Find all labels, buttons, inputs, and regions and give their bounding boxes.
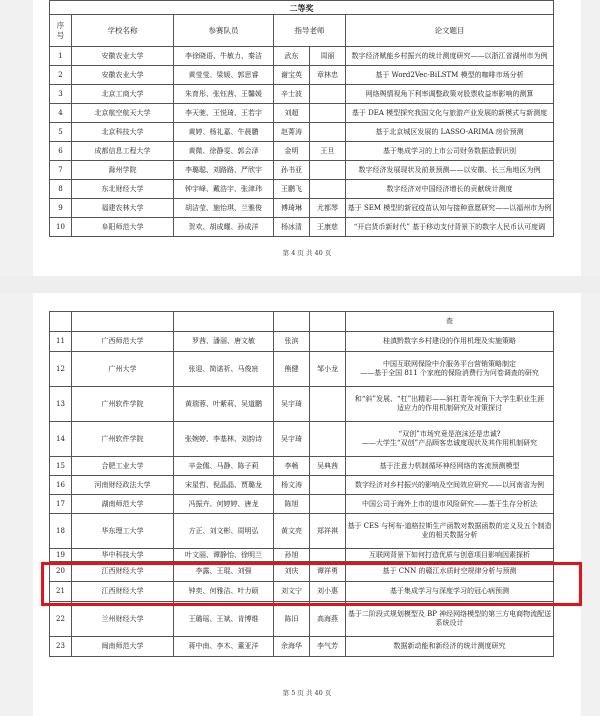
cell-topic: 基于注意力机制循环神经网络的客流预测模型 (346, 457, 554, 476)
table-row (50, 476, 554, 495)
cell-adv2 (310, 85, 346, 104)
cell-members: 李璐聪、刘路路、严欣宇 (174, 161, 274, 180)
cell-topic: 基于北京城区发展的 LASSO-ARIMA 房价预测 (346, 123, 554, 142)
cell-school: 闽南师范大学 (72, 637, 174, 657)
cell-school: 北京工商大学 (72, 85, 174, 104)
cell-school: 安徽农业大学 (72, 66, 174, 85)
cell-school: 北京航空航天大学 (72, 104, 174, 123)
cell-adv2: 王旦 (310, 142, 346, 161)
cell-topic: 基于集成学习与深度学习的冠心病预测 (346, 582, 554, 602)
highlight-box (41, 562, 582, 606)
cell-adv1: 陈旧 (274, 602, 310, 637)
cell-topic: 数据新动能和新经济的统计测度研究 (346, 637, 554, 657)
cell-school: 河南财经政法大学 (72, 476, 174, 495)
cell-adv2 (310, 387, 346, 422)
document-page-4 (33, 0, 581, 276)
cell-no: 12 (50, 352, 72, 387)
cell-topic: 和“斜”发展、“杠”出精彩——斜杠青年视角下大学生职业生涯 适应力的作用机制研究及对策探讨 (346, 387, 554, 422)
table-row (50, 495, 554, 514)
cell-topic: 网络舆情视角下利率调整政策对股票收益率影响的测算 (346, 85, 554, 104)
cell-no: 20 (50, 562, 72, 582)
cell-topic: 基于 SEM 模型的新冠疫苗认知与接种意愿研究——以福州市为例 (346, 199, 554, 218)
cell-adv1: 傅琦琳 (274, 199, 310, 218)
cell-school: 阜阳师范大学 (72, 218, 174, 237)
cell-topic: 基于 Word2Vec-BiLSTM 模型的咖啡市场分析 (346, 66, 554, 85)
page-footer: 第 4 页 共 40 页 (282, 249, 332, 257)
table-row (50, 514, 554, 549)
cell-no: 2 (50, 66, 72, 85)
cell-school: 合肥工业大学 (72, 457, 174, 476)
cell-no: 19 (50, 549, 72, 562)
cell-adv2: 刘小惠 (310, 582, 346, 602)
cell-adv2: 邹小龙 (310, 352, 346, 387)
cell-topic: 数字经济对中国经济增长的贡献统计测度 (346, 180, 554, 199)
continued-topic-fragment: 查 (346, 312, 554, 332)
cell-members: 罗茜、潘丽、唐文敏 (174, 332, 274, 352)
cell-members: 黄莹莹、梁媛、郭思睿 (174, 66, 274, 85)
cell-no: 8 (50, 180, 72, 199)
cell-no: 13 (50, 387, 72, 422)
cell-adv1: 刘庆 (274, 562, 310, 582)
cell-adv1: 刘超 (274, 104, 310, 123)
second-prize-table (49, 0, 554, 237)
cell-topic: 中国公司于海外上市的退市风险研究——基于生存分析法 (346, 495, 554, 514)
cell-adv2 (310, 104, 346, 123)
cell-adv1: 武东 (274, 47, 310, 66)
cell-no: 3 (50, 85, 72, 104)
cell-school: 华东理工大学 (72, 514, 174, 549)
table-row (50, 637, 554, 657)
cell-no: 18 (50, 514, 72, 549)
table-row (50, 602, 554, 637)
cell-adv1: 杨文涛 (274, 476, 310, 495)
table-row (50, 180, 554, 199)
cell-topic: “双创”市场究竟是泡沫还是忠诚? ——大学生“双创”产品顾客忠诚度现状及其作用机制研究 (346, 422, 554, 457)
cell-adv1: 余海华 (274, 637, 310, 657)
cell-no: 21 (50, 582, 72, 602)
award-title: 二等奖 (50, 1, 554, 15)
cell-members: 张迎、简诺祈、马俊宸 (174, 352, 274, 387)
cell-no: 9 (50, 199, 72, 218)
cell-no: 16 (50, 476, 72, 495)
table-row (50, 457, 554, 476)
cell-school: 北京科技大学 (72, 123, 174, 142)
table-row (50, 352, 554, 387)
cell-members: 钟奕、何雅洁、叶力硕 (174, 582, 274, 602)
cell-school: 华中科技大学 (72, 549, 174, 562)
header-advisor: 指导老师 (274, 15, 346, 47)
cell-members: 黄微、徐静雯、郭会泽 (174, 142, 274, 161)
table-row (50, 161, 554, 180)
cell-no: 11 (50, 332, 72, 352)
cell-members: 朱育彤、张钰茜、王馨媛 (174, 85, 274, 104)
cell-members: 胡洁莹、施怡琪、兰雅俊 (174, 199, 274, 218)
cell-adv2 (310, 332, 346, 352)
table-row (50, 332, 554, 352)
cell-topic: 桂滇黔数字乡村建设的作用机理及实施策略 (346, 332, 554, 352)
cell-adv2 (310, 476, 346, 495)
cell-no: 15 (50, 457, 72, 476)
cell-adv2: 郑祥祺 (310, 514, 346, 549)
cell-adv2: 王康慈 (310, 218, 346, 237)
cell-adv1: 李畅 (274, 457, 310, 476)
cell-school: 滁州学院 (72, 161, 174, 180)
cell-members: 辛金儒、马静、陈子莉 (174, 457, 274, 476)
cell-adv2 (310, 495, 346, 514)
cell-members: 黄婷、杨礼嘉、牛晨鹏 (174, 123, 274, 142)
cell-no: 5 (50, 123, 72, 142)
cell-adv1: 吴宇琦 (274, 387, 310, 422)
cell-no: 4 (50, 104, 72, 123)
table-row (50, 123, 554, 142)
cell-topic: 数字经济赋能乡村振兴的统计测度研究——以浙江省湖州市为例 (346, 47, 554, 66)
cell-topic: 互联网背景下如何打造优质与创意项目影响因素探析 (346, 549, 554, 562)
cell-school: 兰州财经大学 (72, 602, 174, 637)
cell-no: 14 (50, 422, 72, 457)
cell-adv2: 李气芳 (310, 637, 346, 657)
cell-school: 湖南师范大学 (72, 495, 174, 514)
cell-adv2 (310, 180, 346, 199)
cell-school: 东北财经大学 (72, 180, 174, 199)
cell-topic: 数字经济发展现状及前景预测——以安徽、长三角地区为例 (346, 161, 554, 180)
table-row (50, 47, 554, 66)
cell-no: 17 (50, 495, 72, 514)
cell-members: 贺欢、胡成耀、孙成洋 (174, 218, 274, 237)
cell-members: 李露、王琨、刘强 (174, 562, 274, 582)
cell-members: 李天驰、王悦琦、王若宇 (174, 104, 274, 123)
table-row (50, 422, 554, 457)
table-row (50, 549, 554, 562)
header-school: 学校名称 (72, 15, 174, 47)
cell-school: 安徽农业大学 (72, 47, 174, 66)
cell-adv1: 刘文宁 (274, 582, 310, 602)
cell-members: 宋星哲、倪晶晶、贾璐龙 (174, 476, 274, 495)
cell-no: 1 (50, 47, 72, 66)
cell-adv1: 赵菁涛 (274, 123, 310, 142)
cell-adv1: 张滨 (274, 332, 310, 352)
cell-adv1: 辛士波 (274, 85, 310, 104)
cell-adv2: 谭祥勇 (310, 562, 346, 582)
cell-topic: “开启货币新时代” 基于移动支付背景下的数字人民币认可度调 (346, 218, 554, 237)
cell-members: 钟宇峰、戴浩宇、张津玮 (174, 180, 274, 199)
table-row (50, 218, 554, 237)
cell-adv1: 谢宝英 (274, 66, 310, 85)
cell-adv2: 尤都琴 (310, 199, 346, 218)
cell-members: 王璐瑶、王斌、肯博维 (174, 602, 274, 637)
cell-adv2: 高海燕 (310, 602, 346, 637)
cell-members: 李徐晓语、牛敏力、秦洁 (174, 47, 274, 66)
cell-members: 蒋中南、李木、董亚洋 (174, 637, 274, 657)
cell-adv2: 吴典茜 (310, 457, 346, 476)
cell-adv2: 章林忠 (310, 66, 346, 85)
cell-topic: 基于二阶段式规划模型及 BP 神经网络模型的第三方电商物流配送 系统设计 (346, 602, 554, 637)
cell-adv2 (310, 161, 346, 180)
cell-school: 广州大学 (72, 352, 174, 387)
cell-school: 广州软件学院 (72, 387, 174, 422)
cell-school: 成都信息工程大学 (72, 142, 174, 161)
page-footer: 第 5 页 共 40 页 (282, 689, 332, 697)
table-row (50, 104, 554, 123)
cell-members: 冯振卉、何婷婷、唐龙 (174, 495, 274, 514)
cell-topic: 基于集成学习的上市公司财务数据造假识别 (346, 142, 554, 161)
cell-adv1: 熊健 (274, 352, 310, 387)
cell-adv2: 周丽 (310, 47, 346, 66)
table-row (50, 85, 554, 104)
cell-members: 叶文丽、谭静怡、徐明兰 (174, 549, 274, 562)
cell-no: 7 (50, 161, 72, 180)
cell-members: 黄瑞蓉、叶紫莉、吴道鹏 (174, 387, 274, 422)
cell-members: 张婉婷、李基林、刘韵诗 (174, 422, 274, 457)
cell-topic: 数字经济对乡村振兴的影响及空间效应研究——以河南省为例 (346, 476, 554, 495)
cell-school: 江西财经大学 (72, 582, 174, 602)
cell-adv1: 杨冰清 (274, 218, 310, 237)
cell-adv1: 金明 (274, 142, 310, 161)
cell-topic: 基于 CES 与柯布-道格拉斯生产函数对数据函数的定义及五个制造 业的相关数据分析 (346, 514, 554, 549)
cell-members: 方正、刘文彬、周明弘 (174, 514, 274, 549)
document-page-5 (33, 293, 581, 716)
cell-school: 广州软件学院 (72, 422, 174, 457)
cell-adv1: 吴宇琦 (274, 422, 310, 457)
cell-topic: 中国互联网保险中介服务平台营销策略制定 ——基于全国 811 个家庭的保险消费行为问卷调查的研究 (346, 352, 554, 387)
table-row (50, 142, 554, 161)
cell-adv1: 黄文亮 (274, 514, 310, 549)
page-separator (0, 276, 600, 293)
cell-no: 22 (50, 602, 72, 637)
table-row (50, 199, 554, 218)
cell-school: 江西财经大学 (72, 562, 174, 582)
cell-adv2 (310, 422, 346, 457)
cell-topic: 基于 DEA 模型探究我国文化与旅游产业发展的新模式与新测度 (346, 104, 554, 123)
cell-adv2 (310, 123, 346, 142)
cell-topic: 基于 CNN 的赣江水质时空规律分析与预测 (346, 562, 554, 582)
cell-school: 广西师范大学 (72, 332, 174, 352)
table-row (50, 66, 554, 85)
header-seq: 序 号 (50, 15, 72, 47)
cell-no: 10 (50, 218, 72, 237)
header-members: 参赛队员 (174, 15, 274, 47)
cell-adv1: 孙旭 (274, 549, 310, 562)
header-topic: 论文题目 (346, 15, 554, 47)
cell-adv1: 王鹏飞 (274, 180, 310, 199)
table-row (50, 387, 554, 422)
cell-no: 6 (50, 142, 72, 161)
cell-adv1: 陈旭 (274, 495, 310, 514)
cell-school: 福建农林大学 (72, 199, 174, 218)
cell-no: 23 (50, 637, 72, 657)
cell-adv1: 孙书亚 (274, 161, 310, 180)
cell-adv2 (310, 549, 346, 562)
